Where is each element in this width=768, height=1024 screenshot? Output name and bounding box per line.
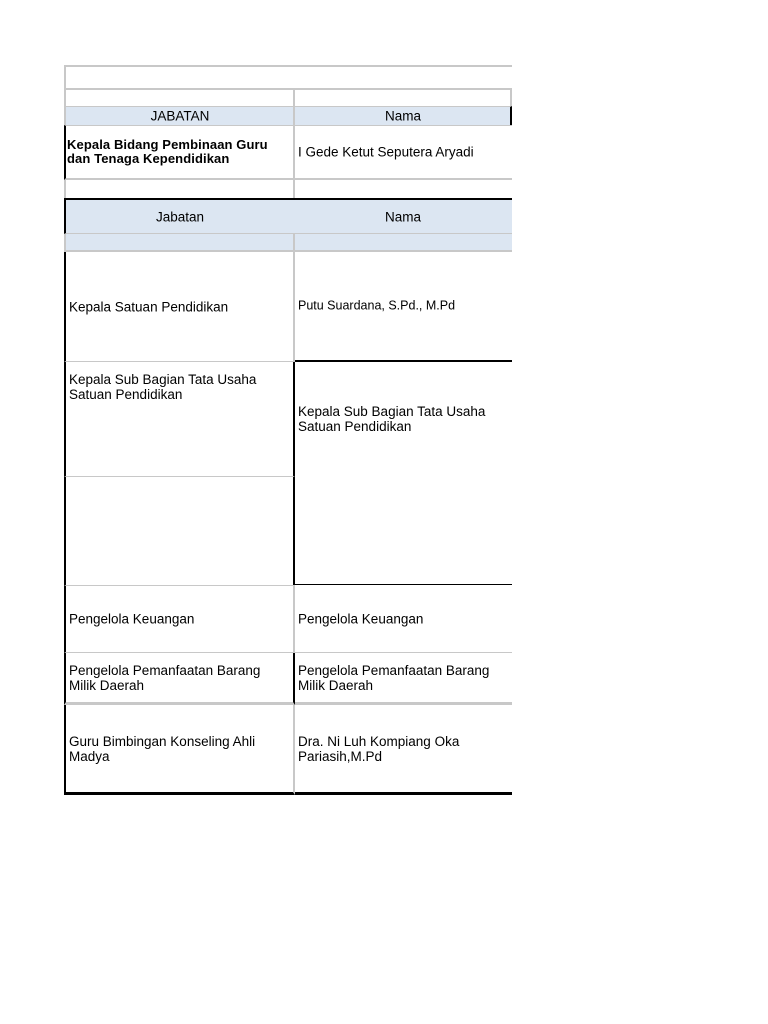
header-cell-jabatan (64, 106, 295, 125)
table-cell (64, 180, 295, 198)
table-row (64, 585, 512, 653)
table-cell-jabatan (64, 477, 295, 585)
table-row (64, 125, 512, 180)
cell-text: Pengelola Pemanfaatan Barang Milik Daerah (69, 662, 261, 693)
cell-text: Kepala Bidang Pembinaan Guru dan Tenaga Kependidikan (67, 137, 268, 166)
table-cell-nama (295, 252, 512, 362)
cell-text: Pengelola Keuangan (298, 611, 424, 626)
empty-row (64, 88, 512, 106)
cell-text: Kepala Sub Bagian Tata Usaha Satuan Pendidikan (298, 404, 486, 434)
spreadsheet-page (64, 65, 512, 795)
table-cell-nama (295, 585, 512, 653)
table-cell-jabatan (64, 705, 295, 795)
table-header-row (64, 198, 512, 234)
header-label: Nama (384, 108, 421, 124)
table-cell-nama (295, 653, 512, 705)
table-cell-jabatan (64, 252, 295, 362)
cell-text: Kepala Satuan Pendidikan (69, 299, 229, 314)
table-header-row (64, 106, 512, 125)
empty-row (64, 65, 512, 88)
header-cell-jabatan (64, 198, 295, 234)
cell-text: Kepala Sub Bagian Tata Usaha Satuan Pendidikan (69, 372, 257, 402)
header-label: JABATAN (150, 108, 210, 124)
table-cell-nama (295, 705, 512, 795)
header-label: Jabatan (155, 209, 205, 224)
table-subheader-row (64, 234, 512, 252)
header-cell-nama (295, 106, 512, 125)
cell-text: Dra. Ni Luh Kompiang Oka Pariasih,M.Pd (298, 733, 460, 764)
table-row-group (64, 362, 512, 585)
cell-text: Pengelola Keuangan (69, 611, 195, 627)
empty-row (64, 180, 512, 198)
cell-text: I Gede Ketut Seputera Aryadi (298, 144, 474, 160)
table-cell-jabatan (64, 362, 295, 477)
table-cell (295, 88, 512, 106)
table-cell (64, 88, 295, 106)
table-cell-jabatan (64, 125, 295, 180)
table-cell-nama-merged (295, 362, 512, 585)
table-row (64, 653, 512, 705)
header-cell-nama (293, 198, 512, 234)
table-cell-jabatan (64, 585, 295, 653)
table-cell (295, 234, 512, 252)
table-cell (64, 234, 295, 252)
table-row (64, 252, 512, 362)
cell-text: Guru Bimbingan Konseling Ahli Madya (69, 733, 256, 764)
header-label: Nama (384, 209, 421, 224)
table-cell-jabatan (64, 653, 295, 705)
table-cell-nama (295, 125, 512, 180)
cell-text: Putu Suardana, S.Pd., M.Pd (298, 298, 456, 313)
table-row (64, 705, 512, 795)
cell-text: Pengelola Pemanfaatan Barang Milik Daerah (298, 662, 490, 693)
table-cell (295, 180, 512, 198)
